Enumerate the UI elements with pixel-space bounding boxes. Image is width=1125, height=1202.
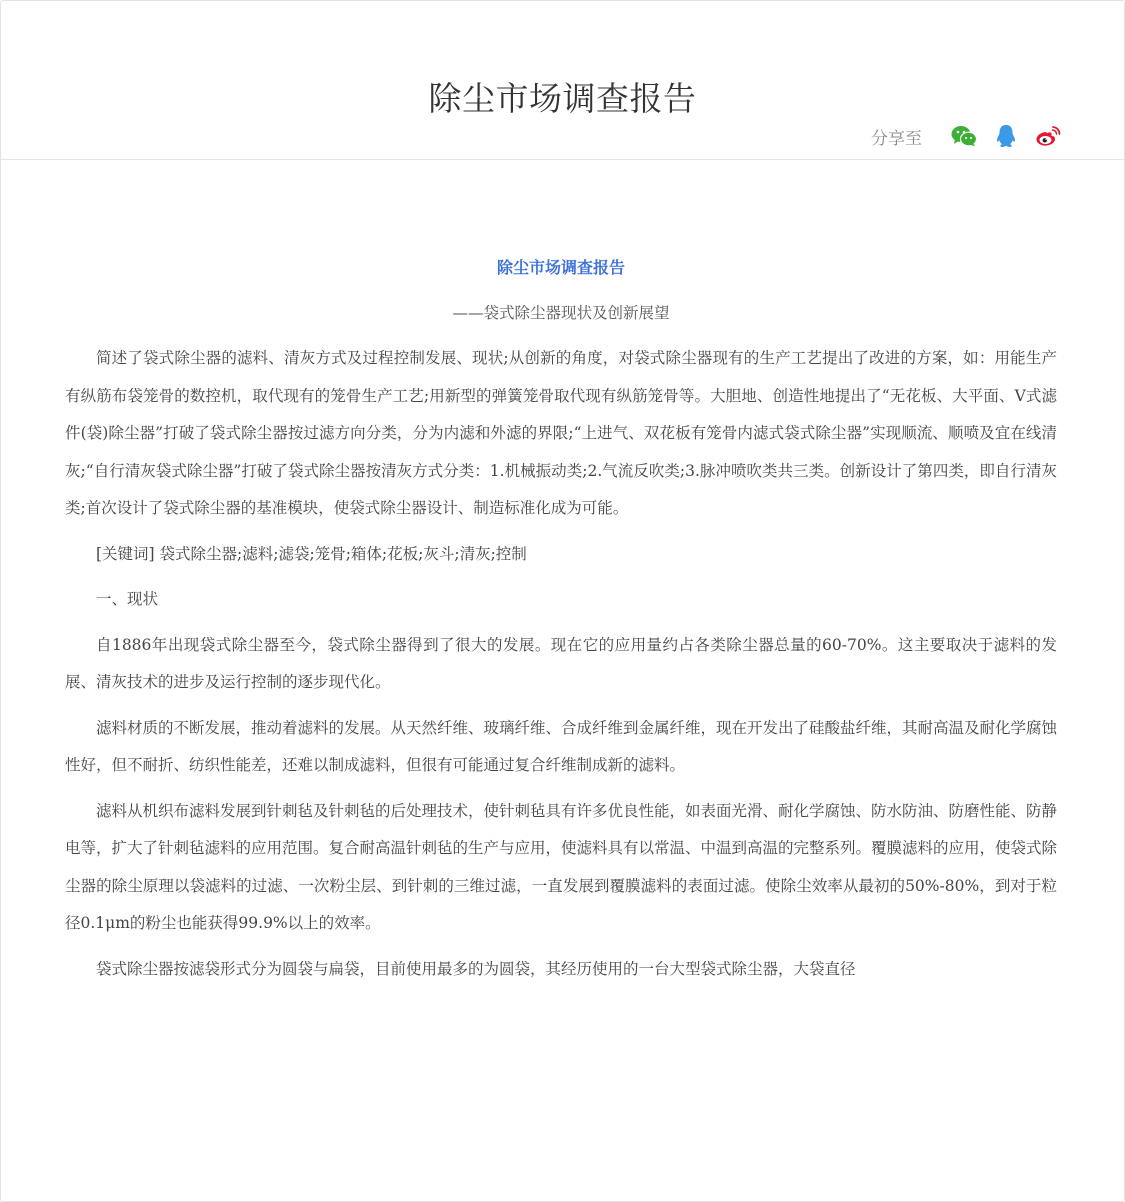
article-subtitle: ——袋式除尘器现状及创新展望 [452,303,670,322]
body-paragraph: 滤料从机织布滤料发展到针刺毡及针刺毡的后处理技术，使针刺毡具有许多优良性能，如表面光滑、耐化学腐蚀、防水防油、防磨性能、防静电等，扩大了针刺毡滤料的应用范围。复合耐高温针刺毡的生产与应用，使滤料具有以常温、中温到高温的完整系列。覆膜滤料的应用，使袋式除尘器的除尘原理以袋滤料的过滤、一次粉尘层、到针刺的三维过滤，一直发展到覆膜滤料的表面过滤。使除尘效率从最初的50%-80%，到对于粒径0.1μm的粉尘也能获得99.9%以上的效率。 [65,801,1058,932]
body-paragraph: 滤料材质的不断发展，推动着滤料的发展。从天然纤维、玻璃纤维、合成纤维到金属纤维，现在开发出了硅酸盐纤维，其耐高温及耐化学腐蚀性好，但不耐折、纺织性能差，还难以制成滤料，但很有可能通过复合纤维制成新的滤料。 [65,718,1058,774]
article-title: 除尘市场调查报告 [496,258,625,277]
body-paragraph: 袋式除尘器按滤袋形式分为圆袋与扁袋，目前使用最多的为圆袋，其经历使用的一台大型袋式除尘器，大袋直径 [96,959,856,978]
page-title: 除尘市场调查报告 [428,79,697,119]
keywords-line: [关键词] 袋式除尘器;滤料;滤袋;笼骨;箱体;花板;灰斗;清灰;控制 [96,544,527,563]
wechat-icon[interactable] [950,122,978,150]
article-body [65,249,1057,996]
section-heading: 一、现状 [96,590,159,608]
qq-icon[interactable] [992,122,1020,150]
page-header [1,1,1124,160]
share-bar [871,122,1062,150]
abstract-paragraph: 简述了袋式除尘器的滤料、清灰方式及过程控制发展、现状;从创新的角度，对袋式除尘器现有的生产工艺提出了改进的方案，如：用能生产有纵筋布袋笼骨的数控机，取代现有的笼骨生产工艺;用新型的弹簧笼骨取代现有纵筋笼骨等。大胆地、创造性地提出了“无花板、大平面、V式滤件(袋)除尘器”打破了袋式除尘器按过滤方向分类，分为内滤和外滤的界限;“上进气、双花板有笼骨内滤式袋式除尘器”实现顺流、顺喷及宜在线清灰;“自行清灰袋式除尘器”打破了袋式除尘器按清灰方式分类：1.机械振动类;2.气流反吹类;3.脉冲喷吹类共三类。创新设计了第四类，即自行清灰类;首次设计了袋式除尘器的基准模块，使袋式除尘器设计、制造标准化成为可能。 [65,349,1057,517]
body-paragraph: 自1886年出现袋式除尘器至今，袋式除尘器得到了很大的发展。现在它的应用量约占各类除尘器总量的60-70%。这主要取决于滤料的发展、清灰技术的进步及运行控制的逐步现代化。 [65,635,1057,691]
weibo-icon[interactable] [1034,122,1062,150]
share-label: 分享至 [871,128,922,149]
